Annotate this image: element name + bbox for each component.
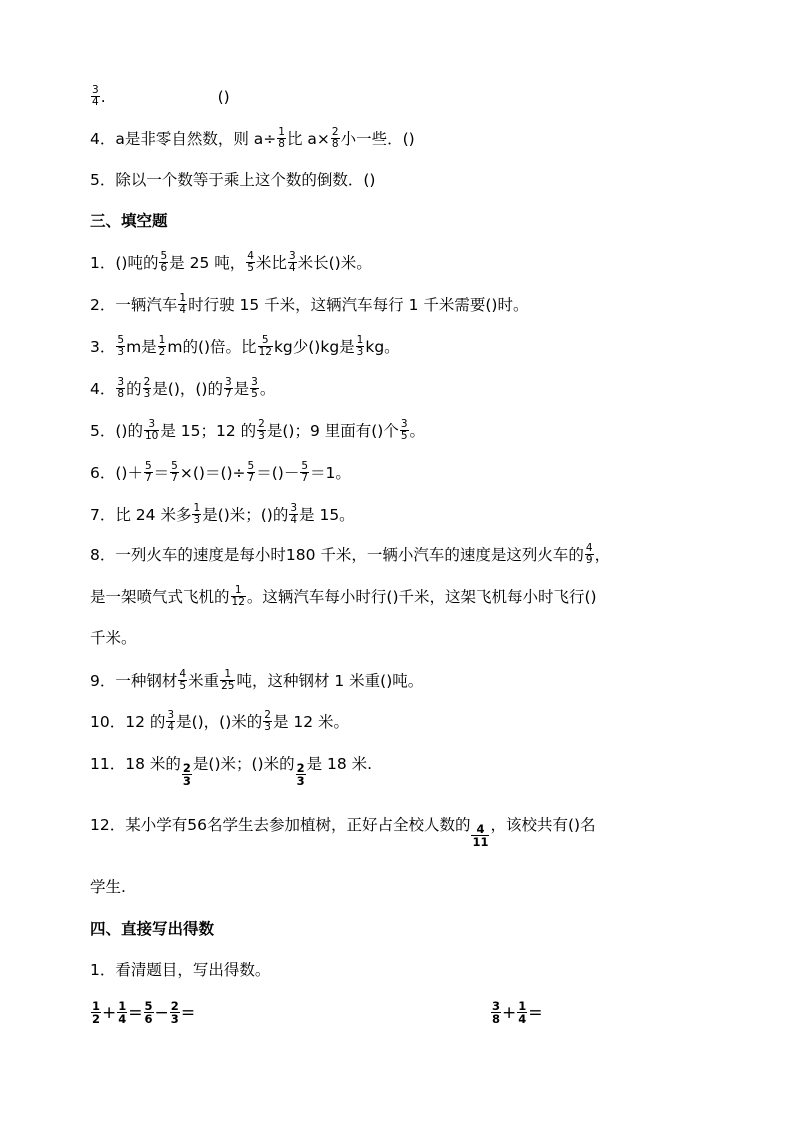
- text-segment: 5: [251, 388, 258, 400]
- text-segment: =: [128, 1003, 143, 1023]
- text-segment: 8: [278, 138, 285, 150]
- text-segment: 1: [278, 126, 285, 138]
- text-segment: 1．()吨的: [90, 254, 159, 272]
- text-segment: 的: [126, 380, 142, 398]
- text-segment: 是 18 米.: [306, 755, 373, 773]
- fraction: [277, 127, 286, 150]
- text-segment: 3: [492, 998, 501, 1013]
- fraction: [517, 1000, 527, 1025]
- text-segment: 米比: [255, 254, 287, 272]
- text-segment: 7: [171, 472, 178, 484]
- text-segment: 1: [356, 334, 364, 346]
- text-segment: 2: [182, 761, 191, 775]
- text-segment: 时行驶 15 千米，这辆汽车每行 1 千米需要()时。: [188, 296, 529, 314]
- fraction: [159, 251, 168, 274]
- text-segment: =: [180, 1003, 196, 1023]
- text-segment: 8: [117, 388, 125, 400]
- text-segment: 5: [117, 334, 125, 346]
- fraction: [585, 543, 594, 566]
- text-segment: 5: [144, 998, 153, 1013]
- text-segment: =: [528, 1003, 543, 1023]
- text-segment: 5: [247, 460, 255, 472]
- text-segment: 7．比 24 米多: [90, 506, 192, 524]
- text-segment: 1: [118, 998, 127, 1013]
- text-segment: 8．一列火车的速度是每小时180 千米，一辆小汽车的速度是这列火车的: [90, 546, 584, 564]
- text-segment: kg少()kg是: [273, 338, 355, 356]
- text-segment: 4: [167, 721, 175, 733]
- text-segment: 3．: [90, 338, 116, 356]
- text-segment: 是()，()米的: [176, 713, 263, 731]
- text-segment: 是一架喷气式飞机的: [90, 588, 230, 606]
- text-segment: 6: [160, 262, 168, 274]
- text-segment: 7: [301, 472, 309, 484]
- text-segment: 4: [518, 1011, 527, 1026]
- text-segment: 2: [170, 998, 179, 1013]
- text-segment: 是()米；()的: [202, 506, 289, 524]
- text-segment: 3: [356, 346, 364, 358]
- text-segment: 11: [472, 835, 489, 849]
- fill-question-12-line2: [90, 874, 724, 900]
- fill-question-6: [90, 460, 724, 486]
- fraction: [224, 377, 233, 400]
- text-segment: 3: [167, 709, 175, 721]
- fraction: [247, 461, 256, 484]
- text-segment: 5: [301, 460, 309, 472]
- text-segment: 1: [193, 502, 201, 514]
- text-segment: 3: [117, 376, 125, 388]
- fraction: [170, 461, 179, 484]
- text-segment: 5: [400, 430, 408, 442]
- fill-question-7: [90, 502, 724, 528]
- text-segment: 9．一种钢材: [90, 672, 178, 690]
- text-segment: m的()倍。比: [167, 338, 257, 356]
- fraction: [257, 419, 266, 442]
- text-segment: 7: [247, 472, 255, 484]
- fill-question-9: [90, 668, 724, 694]
- text-segment: +: [502, 1003, 517, 1023]
- fraction: [471, 823, 489, 848]
- fraction: [144, 419, 159, 442]
- text-segment: 1: [518, 998, 527, 1013]
- text-segment: 3: [193, 514, 201, 526]
- fraction: [400, 419, 409, 442]
- text-segment: 5: [160, 250, 168, 262]
- text-segment: 1: [220, 669, 235, 681]
- section-heading-fill-blank: [90, 208, 724, 234]
- text-segment: 7: [144, 472, 152, 484]
- text-segment: 2: [158, 346, 166, 358]
- text-segment: 。: [409, 422, 426, 440]
- text-segment: 1: [92, 998, 101, 1013]
- fraction: [300, 461, 309, 484]
- fraction: [116, 377, 125, 400]
- text-segment: ，该校共有()名: [490, 816, 596, 834]
- text-segment: ＝1。: [310, 464, 351, 482]
- text-segment: +: [102, 1003, 117, 1023]
- text-segment: 小一些．(): [340, 130, 415, 148]
- fraction: [288, 251, 297, 274]
- text-segment: 3: [264, 721, 271, 733]
- text-segment: 10: [144, 430, 159, 442]
- text-segment: 11．18 米的: [90, 755, 181, 773]
- text-segment: 是 12 米。: [272, 713, 350, 731]
- text-segment: 9: [585, 554, 593, 566]
- text-segment: 3: [258, 430, 265, 442]
- fraction: [170, 1000, 180, 1025]
- text-segment: 是()；9 里面有()个: [266, 422, 399, 440]
- text-segment: 8: [492, 1011, 501, 1026]
- text-segment: 5．除以一个数等于乘上这个数的倒数．(): [90, 171, 376, 189]
- text-segment: 2: [143, 376, 151, 388]
- text-segment: 2: [92, 1011, 101, 1026]
- text-segment: 1: [179, 292, 187, 304]
- fill-question-3: [90, 334, 724, 360]
- text-segment: 5: [144, 460, 152, 472]
- text-segment: 吨，这种钢材 1 米重()吨。: [236, 672, 424, 690]
- fraction: [250, 377, 259, 400]
- text-segment: 是: [233, 380, 250, 398]
- text-segment: 3: [290, 502, 298, 514]
- text-segment: kg。: [365, 338, 400, 356]
- text-segment: 5: [171, 460, 178, 472]
- text-segment: 。这辆汽车每小时行()千米，这架飞机每小时飞行(): [246, 588, 597, 606]
- text-segment: 4．a是非零自然数，则 a÷: [90, 130, 277, 148]
- fill-question-8-line1: [90, 542, 724, 568]
- fraction: [289, 503, 298, 526]
- fraction: [91, 1000, 101, 1025]
- fraction: [91, 85, 100, 108]
- text-segment: 3: [224, 376, 232, 388]
- text-segment: 是()，()的: [152, 380, 223, 398]
- fraction: [331, 127, 340, 150]
- text-segment: ＝: [153, 464, 170, 482]
- text-segment: 4: [179, 304, 187, 316]
- text-segment: 5．()的: [90, 422, 143, 440]
- text-segment: 米重: [188, 672, 220, 690]
- fill-question-8-line2: [90, 584, 724, 610]
- fill-question-10: [90, 709, 724, 735]
- judge-question-5: [90, 167, 724, 193]
- text-segment: 比 a×: [286, 130, 330, 148]
- text-segment: 3: [92, 84, 99, 96]
- text-segment: 4: [92, 96, 99, 108]
- text-segment: 3: [400, 418, 408, 430]
- text-segment: 4．: [90, 380, 116, 398]
- text-segment: 是 15；12 的: [160, 422, 257, 440]
- fraction: [182, 762, 192, 787]
- text-segment: 三、填空题: [90, 212, 168, 230]
- fraction: [220, 669, 235, 692]
- text-segment: 5: [179, 680, 187, 692]
- fill-question-11: [90, 751, 724, 788]
- text-segment: 千米。: [90, 629, 137, 647]
- text-segment: 3: [288, 250, 296, 262]
- text-segment: 12: [258, 346, 272, 358]
- fraction: [178, 293, 187, 316]
- text-segment: 4: [247, 250, 254, 262]
- text-segment: 3: [144, 419, 159, 431]
- text-segment: 学生.: [90, 878, 126, 896]
- text-segment: 25: [221, 680, 235, 692]
- fraction: [263, 710, 272, 733]
- fill-question-5: [90, 418, 724, 444]
- text-segment: 3: [143, 388, 151, 400]
- direct-answer-question-1: [90, 957, 724, 983]
- fraction: [116, 335, 125, 358]
- text-segment: 6．()＋: [90, 464, 143, 482]
- text-segment: m是: [126, 338, 157, 356]
- text-segment: ＝()－: [256, 464, 300, 482]
- text-segment: 3: [251, 376, 258, 388]
- fraction: [296, 762, 306, 787]
- fraction: [192, 503, 201, 526]
- text-segment: 米长()米。: [297, 254, 372, 272]
- text-segment: 2: [331, 126, 339, 138]
- text-segment: ×()＝()÷: [179, 464, 246, 482]
- text-segment: 4: [288, 262, 296, 274]
- text-segment: 5: [258, 335, 273, 347]
- text-segment: 是 25 吨，: [169, 254, 246, 272]
- text-segment: ，: [594, 546, 611, 564]
- text-segment: 12．某小学有56名学生去参加植树，正好占全校人数的: [90, 816, 471, 834]
- text-segment: 是()米；()米的: [192, 755, 295, 773]
- text-segment: 3: [296, 774, 305, 788]
- judge-question-4: [90, 126, 724, 152]
- fraction: [158, 335, 167, 358]
- text-segment: −: [154, 1003, 169, 1023]
- fill-question-4: [90, 376, 724, 402]
- question-3-tail: [90, 84, 724, 110]
- fraction: [491, 1000, 501, 1025]
- fraction: [143, 377, 152, 400]
- fraction: [231, 585, 246, 608]
- fraction: [258, 335, 273, 358]
- text-segment: 6: [144, 1011, 153, 1026]
- fraction: [356, 335, 365, 358]
- text-segment: 。: [259, 380, 276, 398]
- fraction: [144, 461, 153, 484]
- text-segment: 1: [158, 334, 166, 346]
- text-segment: 4: [471, 823, 489, 836]
- text-segment: 2: [258, 418, 265, 430]
- text-segment: 3: [170, 1011, 179, 1026]
- text-segment: 四、直接写出得数: [90, 920, 215, 938]
- fraction: [246, 251, 255, 274]
- text-segment: 5: [247, 262, 254, 274]
- fraction: [166, 710, 175, 733]
- text-segment: 2: [296, 761, 305, 775]
- section-heading-direct-answers: [90, 916, 724, 942]
- fill-question-12-line1: [90, 812, 724, 849]
- text-segment: 2: [264, 709, 271, 721]
- text-segment: 12: [231, 596, 245, 608]
- text-segment: 10．12 的: [90, 713, 166, 731]
- fraction: [117, 1000, 127, 1025]
- text-segment: 是 15。: [299, 506, 355, 524]
- text-segment: .: [100, 88, 106, 106]
- answer-blank[interactable]: (): [217, 88, 230, 106]
- fraction: [178, 669, 187, 692]
- fill-question-2: [90, 292, 724, 318]
- arithmetic-expression-2: [490, 1000, 724, 1026]
- fill-question-1: [90, 250, 724, 276]
- text-segment: 4: [290, 514, 298, 526]
- text-segment: 4: [118, 1011, 127, 1026]
- text-segment: 4: [179, 668, 187, 680]
- text-segment: 1．看清题目，写出得数。: [90, 961, 271, 979]
- text-segment: 3: [182, 774, 191, 788]
- text-segment: 4: [585, 542, 593, 554]
- fraction: [144, 1000, 154, 1025]
- text-segment: 8: [331, 138, 339, 150]
- text-segment: 7: [224, 388, 232, 400]
- text-segment: 1: [231, 585, 246, 597]
- fill-question-8-line3: [90, 625, 724, 651]
- text-segment: 2．一辆汽车: [90, 296, 178, 314]
- text-segment: 3: [117, 346, 125, 358]
